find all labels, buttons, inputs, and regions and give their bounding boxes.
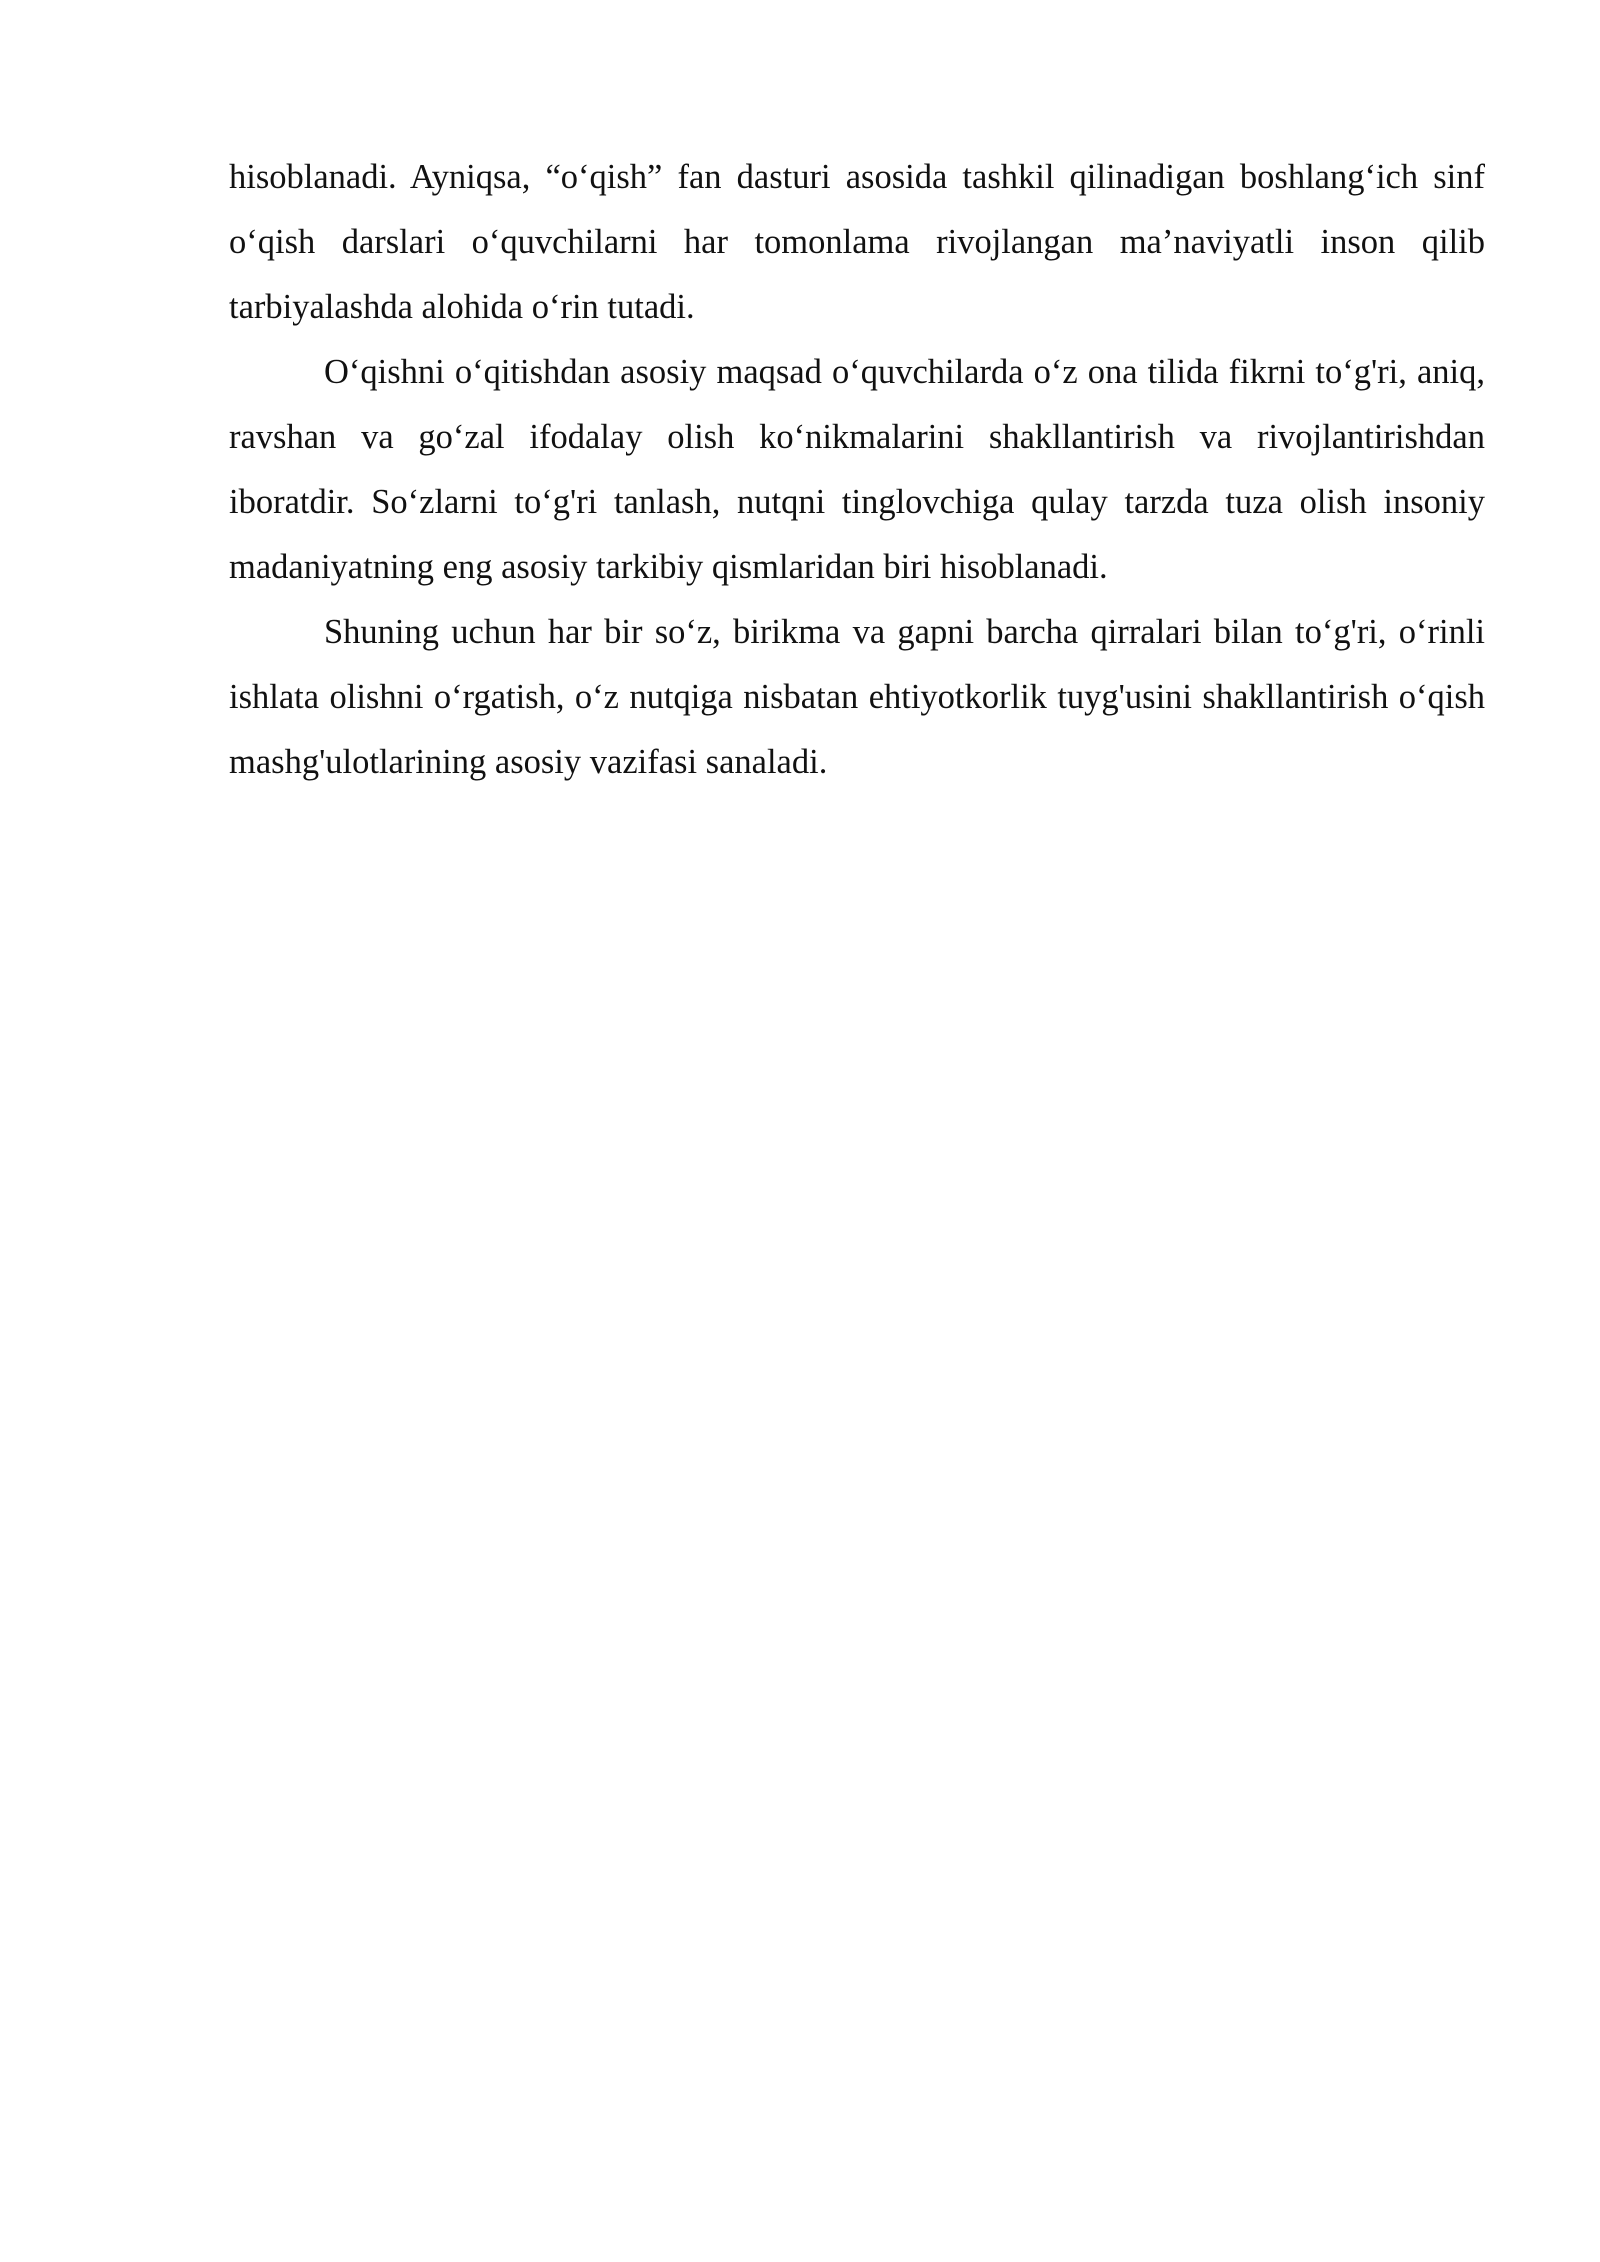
document-body [229,145,1485,795]
paragraph-reading-goal: O‘qishni o‘qitishdan asosiy maqsad o‘quvchilarda o‘z ona tilida fikrni to‘g'ri, aniq, ravshan va go‘zal ifodalay olish ko‘nikmalarini shakllantirish va rivojlantirishdan iboratdir. So‘zlarni to‘g'ri tanlash, nutqni tinglovchiga qulay tarzda tuza olish insoniy madaniyatning eng asosiy tarkibiy qismlaridan biri hisoblanadi. [229,353,1485,586]
paragraph-continuation: hisoblanadi. Ayniqsa, “o‘qish” fan dasturi asosida tashkil qilinadigan boshlang‘ich sinf o‘qish darslari o‘quvchilarni har tomonlama rivojlangan ma’naviyatli inson qilib tarbiyalashda alohida o‘rin tutadi. [229,158,1485,326]
paragraph-reading-task: Shuning uchun har bir so‘z, birikma va gapni barcha qirralari bilan to‘g'ri, o‘rinli ishlata olishni o‘rgatish, o‘z nutqiga nisbatan ehtiyotkorlik tuyg'usini shakllantirish o‘qish mashg'ulotlarining asosiy vazifasi sanaladi. [229,613,1485,781]
